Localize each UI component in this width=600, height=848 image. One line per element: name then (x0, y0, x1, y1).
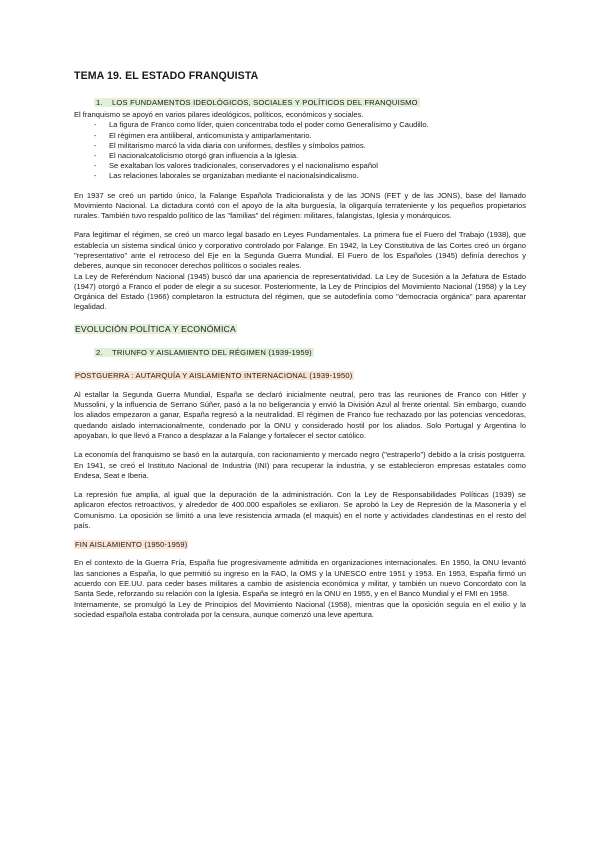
subsection-postguerra-heading: POSTGUERRA : AUTARQUÍA Y AISLAMIENTO INTERNACIONAL (1939-1950) (75, 370, 353, 380)
list-item: - La figura de Franco como líder, quien concentraba todo el poder como Generalísimo y Caudillo. (94, 120, 526, 130)
section1-heading (94, 98, 420, 107)
section1-bullet-list (74, 120, 526, 181)
section2-heading-text: TRIUNFO Y AISLAMIENTO DEL RÉGIMEN (1939-1959) (112, 347, 312, 357)
list-item: - El nacionalcatolicismo otorgó gran influencia a la Iglesia. (94, 151, 526, 161)
list-item: - Se exaltaban los valores tradicionales, conservadores y el nacionalismo español (94, 161, 526, 171)
paragraph-autarquia: La economía del franquismo se basó en la autarquía, con racionamiento y mercado negro ("estraperlo") debido a la crisis postguerra. En 1941, se creó el Instituto Nacional de Industria (INI) para recuperar la industria, y se establecieron empresas estatales como Endesa, Seat e Iberia. (74, 450, 526, 480)
list-item: - El régimen era antiliberal, anticomunista y antiparlamentario. (94, 131, 526, 141)
paragraph-segunda-guerra: Al estallar la Segunda Guerra Mundial, España se declaró inicialmente neutral, pero tras las reuniones de Franco con Hitler y Mussolini, y la influencia de Serrano Súñer, pasó a la no beligerancia y envió la División Azul al frente oriental. Sin embargo, cuando los aliados empezaron a ganar, España regresó a la neutralidad. El régimen de Franco fue rechazado por las potencias vencedoras, quedando aislado internacionalmente, condenado por la ONU y considerado hostil por los aliados. Solo Portugal y Argentina lo apoyaban, lo que llevó a Franco a desplazar a la Falange y fortalecer el sector católico. (74, 389, 526, 440)
paragraph-partido-unico: En 1937 se creó un partido único, la Falange Española Tradicionalista y de las JONS (FET y de las JONS), base del llamado Movimiento Nacional. La dictadura contó con el apoyo de la alta burguesía, la oligarquía terrateniente y los pequeños propietarios rurales. También tuvo respaldo político de las "familias" del régimen: militares, falangistas, Iglesia y monárquicos. (74, 190, 526, 221)
section1-number: 1. (96, 98, 103, 107)
paragraph-fin-aislamiento: En el contexto de la Guerra Fría, España fue progresivamente admitida en organizaciones internacionales. En 1950, la ONU levantó las sanciones a España, lo que permitió su ingreso en la FAO, la OMS y la UNESCO entre 1951 y 1953. En 1953, España firmó un acuerdo con EE.UU. para ceder bases militares a cambio de asistencia económica y militar, y también un nuevo Concordato con la Santa Sede, reforzando su relación con la Iglesia. España se integró en la ONU en 1955, y en el Banco Mundial y el FMI en 1958. Internamente, se promulgó la Ley de Principios del Movimiento Nacional (1958), mientras que la oposición seguía en el exilio y la sociedad española estaba controlada por la censura, aunque comenzó una leve apertura. (74, 558, 526, 619)
list-item: - El militarismo marcó la vida diaria con uniformes, desfiles y símbolos patrios. (94, 141, 526, 151)
section1-heading-text: LOS FUNDAMENTOS IDEOLÓGICOS, SOCIALES Y POLÍTICOS DEL FRANQUISMO (112, 98, 418, 107)
document-page (74, 70, 526, 620)
page-title: TEMA 19. EL ESTADO FRANQUISTA (74, 70, 259, 82)
paragraph-represion: La represión fue amplia, al igual que la depuración de la administración. Con la Ley de Responsabilidades Políticas (1939) se aplicaron efectos retroactivos, y alrededor de 400.000 españoles se exiliaron. Se aprobó la Ley de Represión de la Masonería y el Comunismo. La oposición se limitó a una leve resistencia armada (el maquis) en el norte y actividades clandestinas en el resto del país. (74, 490, 526, 531)
section2-number: 2. (96, 347, 103, 357)
evolution-heading: EVOLUCIÓN POLÍTICA Y ECONÓMICA (75, 323, 236, 334)
section2-heading (94, 348, 314, 357)
subsection-fin-aislamiento-heading: FIN AISLAMIENTO (1950-1959) (75, 540, 188, 550)
paragraph-ley-referendum: La Ley de Referéndum Nacional (1945) buscó dar una apariencia de representatividad. La Ley de Sucesión a la Jefatura de Estado (1947) otorgó a Franco el poder de elegir a su sucesor. Posteriormente, la Ley de Principios del Movimiento Nacional (1958) y la Ley Orgánica del Estado (1966) completaron la estructura del régimen, que se autodefinía como "democracia orgánica" para aparentar legalidad. (74, 271, 526, 312)
list-item: - Las relaciones laborales se organizaban mediante el nacionalsindicalismo. (94, 171, 526, 181)
section1-intro: El franquismo se apoyó en varios pilares ideológicos, políticos, económicos y sociales. (74, 110, 364, 119)
paragraph-leyes-fundamentales: Para legitimar el régimen, se creó un marco legal basado en Leyes Fundamentales. La primera fue el Fuero del Trabajo (1938), que establecía un sistema sindical único y corporativo controlado por Falange. En 1942, la Ley Constitutiva de las Cortes creó un órgano "representativo" ante el retroceso del Eje en la Segunda Guerra Mundial. El Fuero de los Españoles (1945) definía derechos y deberes, aunque sin reconocer derechos políticos o sociales reales. (74, 230, 526, 271)
